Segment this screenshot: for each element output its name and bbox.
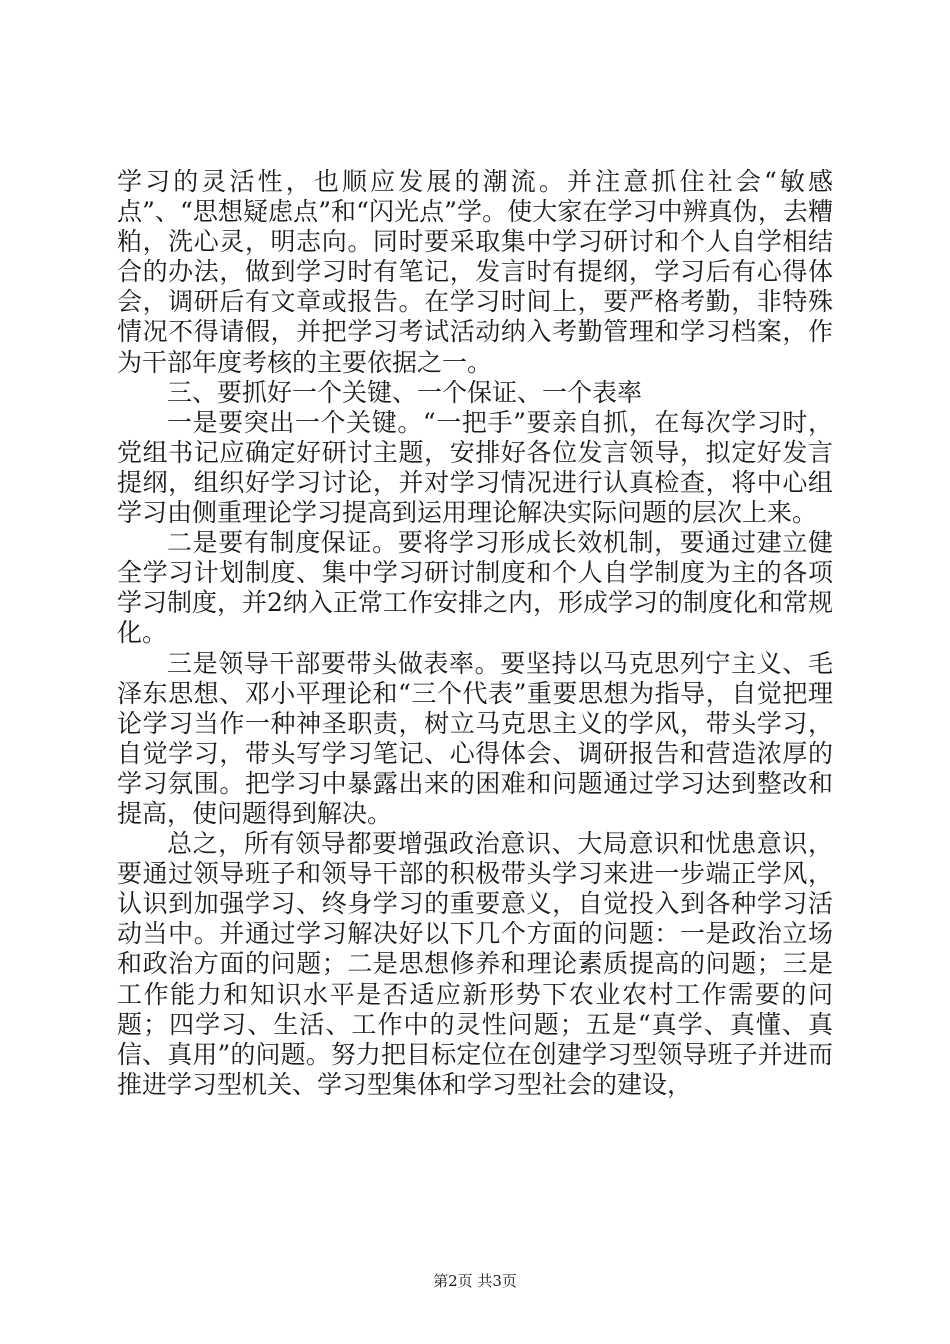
document-body (117, 167, 833, 1100)
paragraph-summary: 总之，所有领导都要增强政治意识、大局意识和忧患意识，要通过领导班子和领导干部的积极带头学习来进一步端正学风，认识到加强学习、终身学习的重要意义，自觉投入到各种学习活动当中。并通过学习解决好以下几个方面的问题：一是政治立场和政治方面的问题；二是思想修养和理论素质提高的问题；三是工作能力和知识水平是否适应新形势下农业农村工作需要的问题；四学习、生活、工作中的灵性问题；五是“真学、真懂、真信、真用”的问题。努力把目标定位在创建学习型领导班子并进而推进学习型机关、学习型集体和学习型社会的建设， (117, 829, 833, 1099)
paragraph-leader-example: 三是领导干部要带头做表率。要坚持以马克思列宁主义、毛泽东思想、邓小平理论和“三个代表”重要思想为指导，自觉把理论学习当作一种神圣职责，树立马克思主义的学风，带头学习，自觉学习，带头写学习笔记、心得体会、调研报告和营造浓厚的学习氛围。把学习中暴露出来的困难和问题通过学习达到整改和提高，使问题得到解决。 (117, 648, 833, 828)
paragraph-system-guarantee: 二是要有制度保证。要将学习形成长效机制，要通过建立健全学习计划制度、集中学习研讨制度和个人自学制度为主的各项学习制度，并2纳入正常工作安排之内，形成学习的制度化和常规化。 (117, 528, 833, 648)
paragraph-key-point: 一是要突出一个关键。“一把手”要亲自抓，在每次学习时，党组书记应确定好研讨主题，安排好各位发言领导，拟定好发言提纲，组织好学习讨论，并对学习情况进行认真检查，将中心组学习由侧重理论学习提高到运用理论解决实际问题的层次上来。 (117, 407, 833, 528)
page-number-footer: 第2页 共3页 (433, 1272, 517, 1290)
section-heading: 三、要抓好一个关键、一个保证、一个表率 (167, 377, 643, 407)
paragraph-continuation: 学习的灵活性，也顺应发展的潮流。并注意抓住社会“敏感点”、“思想疑虑点”和“闪光点”学。使大家在学习中辨真伪，去糟粕，洗心灵，明志向。同时要采取集中学习研讨和个人自学相结合的办法，做到学习时有笔记，发言时有提纲，学习后有心得体会，调研后有文章或报告。在学习时间上，要严格考勤，非特殊情况不得请假，并把学习考试活动纳入考勤管理和学习档案，作为干部年度考核的主要依据之一。 (117, 167, 833, 377)
